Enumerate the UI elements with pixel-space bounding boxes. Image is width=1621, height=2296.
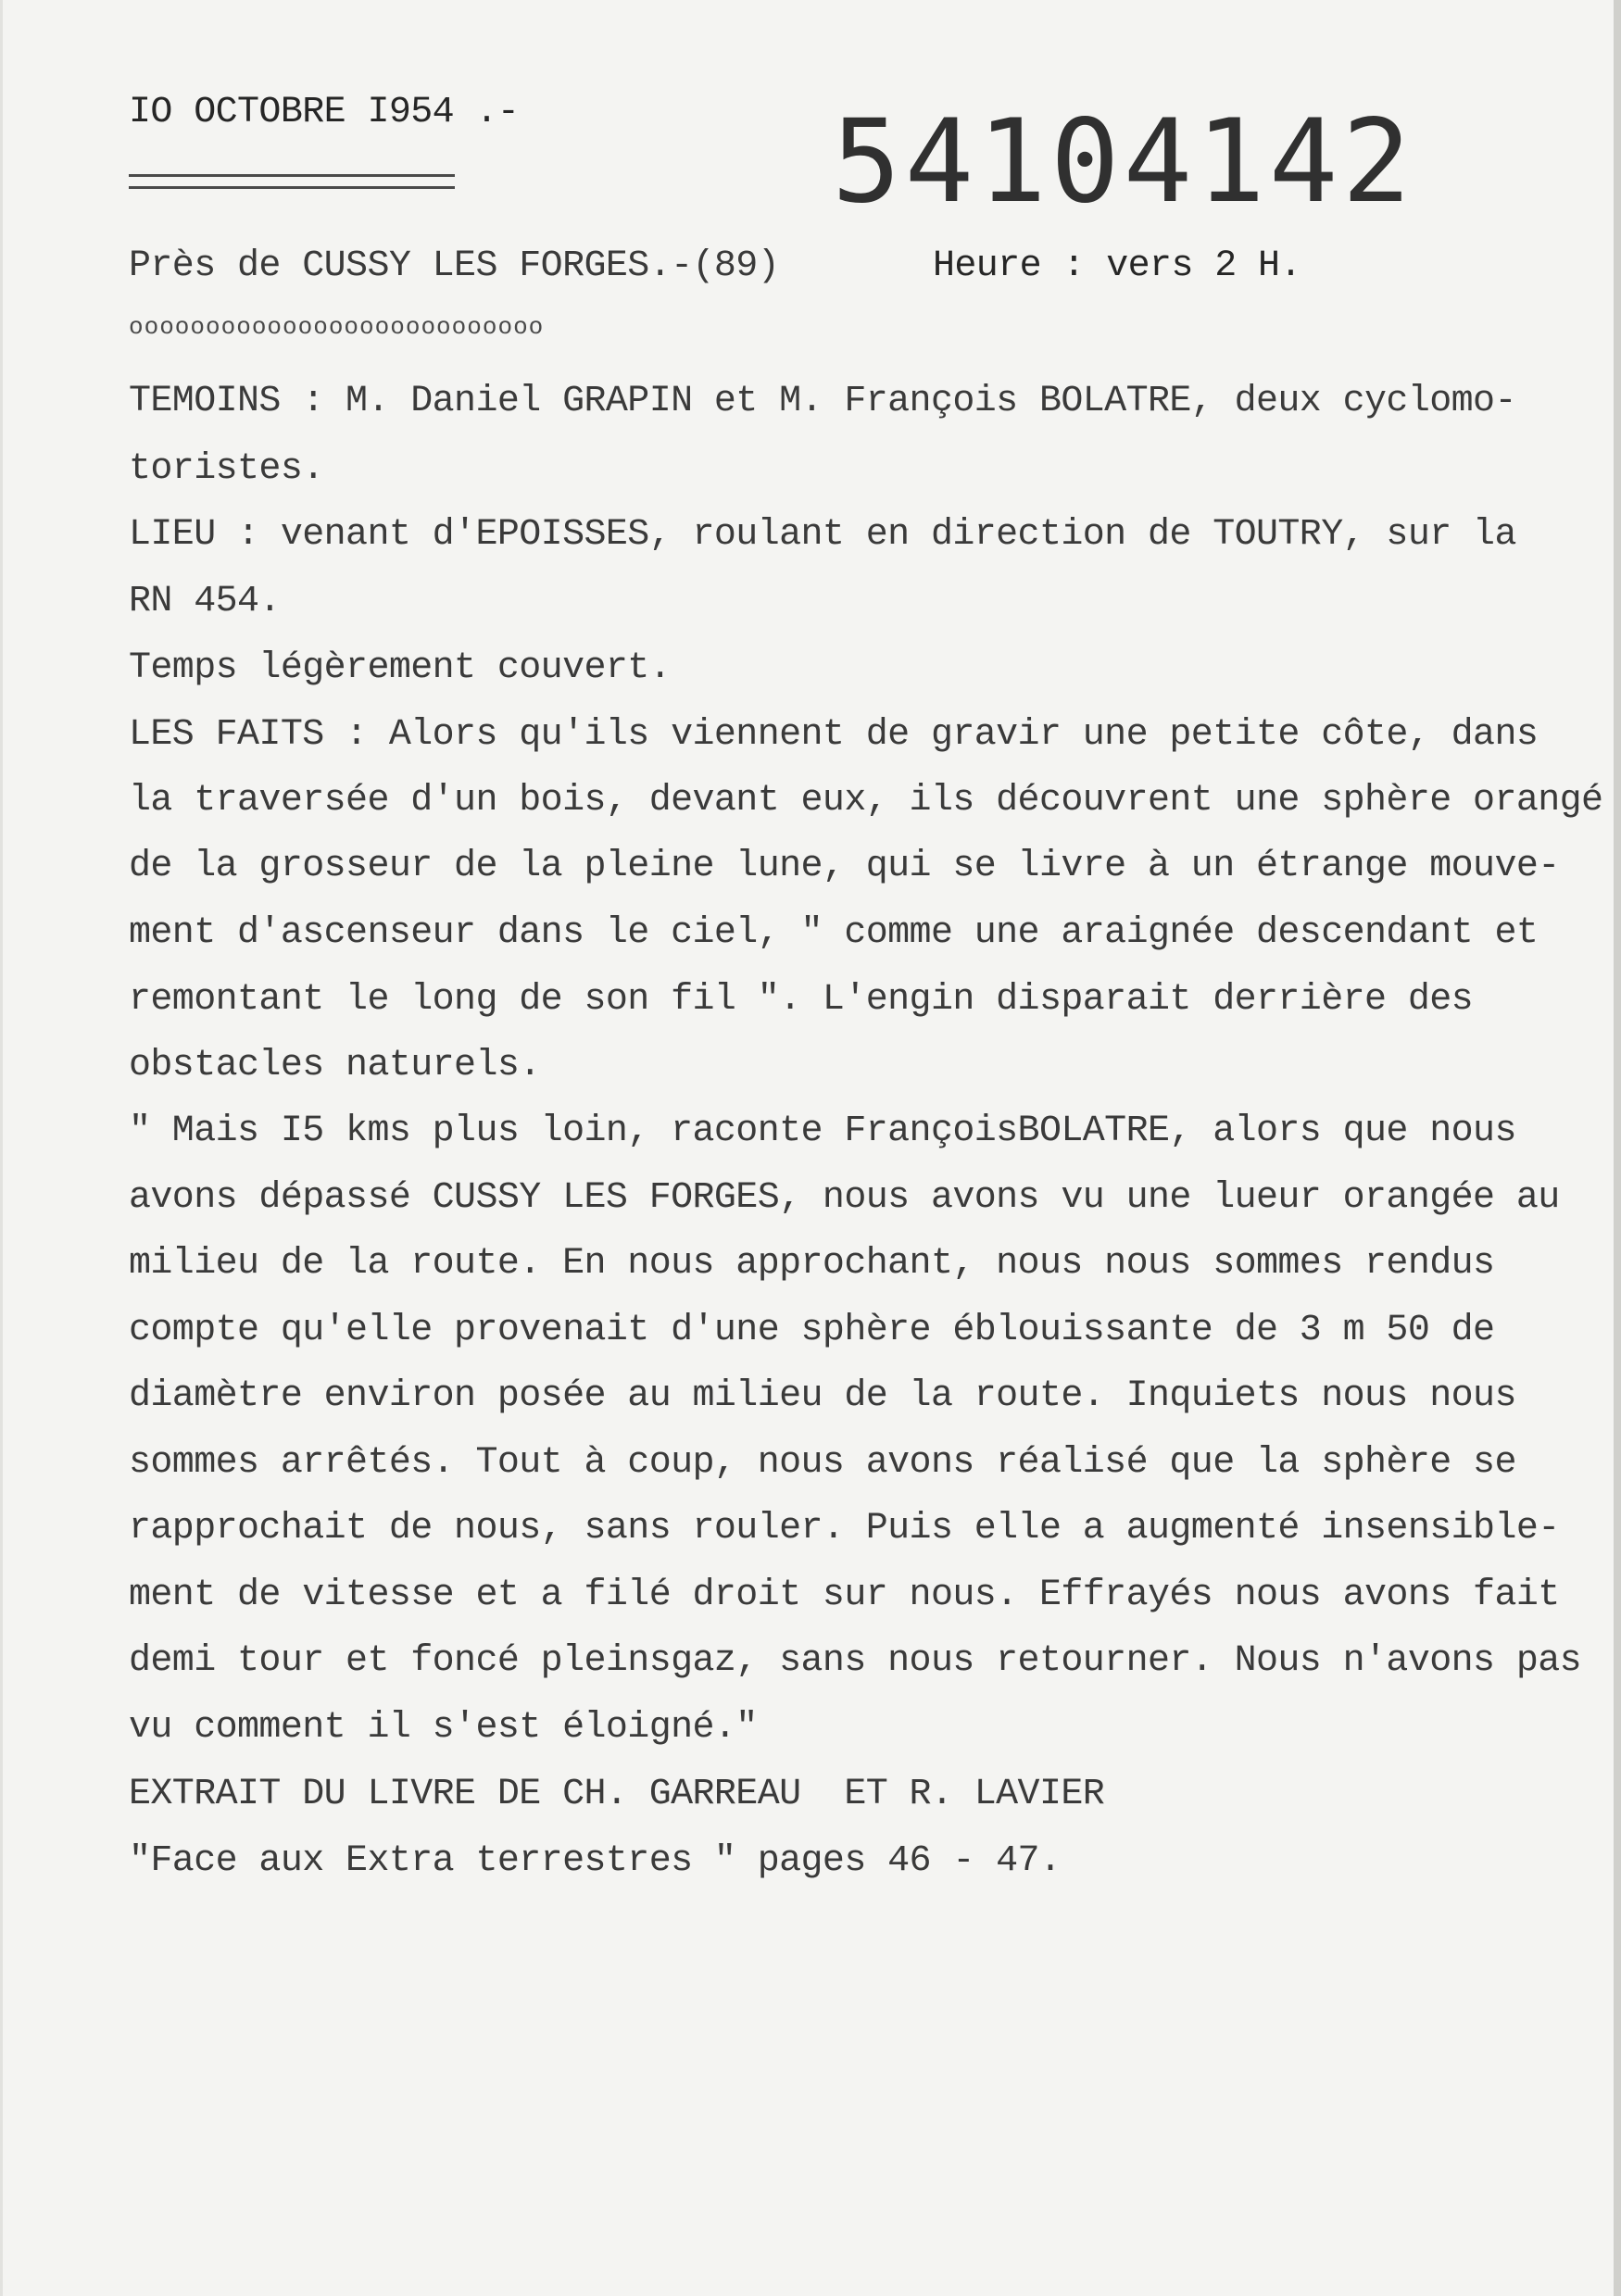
- body-line: ment de vitesse et a filé droit sur nous. Effrayés nous avons fait: [129, 1575, 1560, 1616]
- source-line: EXTRAIT DU LIVRE DE CH. GARREAU ET R. LAVIER: [129, 1774, 1105, 1815]
- date-line: IO OCTOBRE I954 .-: [129, 92, 520, 133]
- body-line: RN 454.: [129, 581, 281, 622]
- body-line: remontant le long de son fil ". L'engin disparait derrière des: [129, 979, 1474, 1021]
- separator-line: ooooooooooooooooooooooooooo: [129, 313, 545, 341]
- body-line: rapprochait de nous, sans rouler. Puis elle a augmenté insensible-: [129, 1508, 1560, 1549]
- body-line: diamètre environ posée au milieu de la route. Inquiets nous nous: [129, 1375, 1516, 1417]
- body-line: compte qu'elle provenait d'une sphère éblouissante de 3 m 50 de: [129, 1310, 1495, 1351]
- body-line: vu comment il s'est éloigné.": [129, 1707, 758, 1749]
- body-line: sommes arrêtés. Tout à coup, nous avons réalisé que la sphère se: [129, 1442, 1516, 1484]
- date-underline: [129, 174, 455, 189]
- body-line: Temps légèrement couvert.: [129, 647, 672, 689]
- time-line: Heure : vers 2 H.: [933, 245, 1301, 287]
- body-line: ment d'ascenseur dans le ciel, " comme une araignée descendant et: [129, 912, 1539, 954]
- body-line: toristes.: [129, 448, 324, 490]
- body-line: obstacles naturels.: [129, 1045, 541, 1086]
- location-line: Près de CUSSY LES FORGES.-(89): [129, 245, 780, 287]
- body-line: avons dépassé CUSSY LES FORGES, nous avons vu une lueur orangée au: [129, 1177, 1560, 1219]
- body-line: TEMOINS : M. Daniel GRAPIN et M. François BOLATRE, deux cyclomo-: [129, 381, 1516, 422]
- body-line: LIEU : venant d'EPOISSES, roulant en direction de TOUTRY, sur la: [129, 514, 1516, 556]
- body-line: " Mais I5 kms plus loin, raconte FrançoisBOLATRE, alors que nous: [129, 1110, 1516, 1152]
- body-line: la traversée d'un bois, devant eux, ils découvrent une sphère orangé: [129, 780, 1603, 822]
- stamp-number: 54104142: [832, 95, 1415, 229]
- source-line: "Face aux Extra terrestres " pages 46 - 47.: [129, 1840, 1062, 1882]
- body-line: milieu de la route. En nous approchant, nous nous sommes rendus: [129, 1243, 1495, 1285]
- body-line: demi tour et foncé pleinsgaz, sans nous retourner. Nous n'avons pas: [129, 1640, 1582, 1682]
- body-line: de la grosseur de la pleine lune, qui se livre à un étrange mouve-: [129, 846, 1560, 887]
- body-line: LES FAITS : Alors qu'ils viennent de gravir une petite côte, dans: [129, 714, 1539, 756]
